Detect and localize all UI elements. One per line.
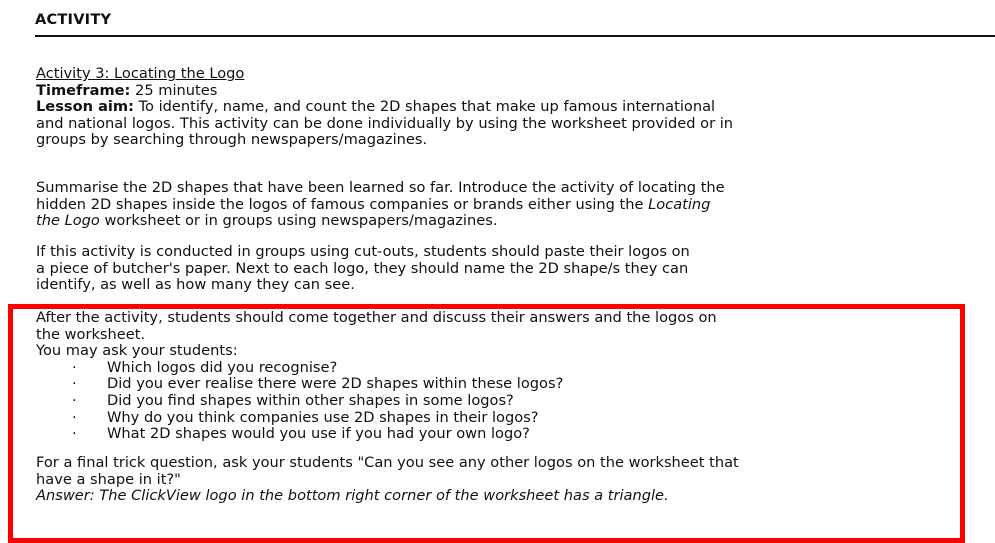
bullet-icon: · [72,375,77,393]
trick-question [36,455,966,505]
lesson-aim-line-2: and national logos. This activity can be done individually by using the worksheet provided or in [36,114,734,132]
timeframe-line [36,83,966,100]
discussion-section [36,310,966,443]
timeframe-value: 25 minutes [130,81,218,99]
lesson-aim-label: Lesson aim: [36,98,134,116]
list-item [36,426,966,443]
lesson-aim-line-1 [36,99,966,116]
worksheet-title-part-1: Locating [648,195,711,213]
heading-divider [35,35,995,37]
lesson-aim-line-3: groups by searching through newspapers/magazines. [36,131,428,149]
groups-line-2: a piece of butcher's paper. Next to each logo, they should name the 2D shape/s they can [36,259,689,277]
summary-line-3 [36,213,966,230]
question-text: Why do you think companies use 2D shapes in their logos? [107,408,539,426]
worksheet-title-part-2: the Logo [36,212,100,230]
summary-line-3-text: worksheet or in groups using newspapers/magazines. [99,212,498,230]
question-text: Which logos did you recognise? [107,358,338,376]
section-heading: ACTIVITY [35,11,112,28]
lesson-aim-text-1: To identify, name, and count the 2D shapes that make up famous international [133,98,716,116]
question-text: Did you ever realise there were 2D shapes within these logos? [107,375,564,393]
bullet-icon: · [72,408,77,426]
answer-text: Answer: The ClickView logo in the bottom right corner of the worksheet has a triangle. [36,487,669,505]
question-list [36,360,966,443]
bullet-icon: · [72,425,77,443]
groups-paragraph [36,244,966,294]
bullet-icon: · [72,391,77,409]
summary-line-2-text: hidden 2D shapes inside the logos of famous companies or brands either using the [36,195,649,213]
bullet-icon: · [72,358,77,376]
list-item [36,410,966,427]
list-item [36,393,966,410]
trick-question-line-1: For a final trick question, ask your students "Can you see any other logos on the worksheet that [36,454,739,471]
summary-paragraph [36,180,966,230]
summary-line-2 [36,197,966,214]
question-text: Did you find shapes within other shapes in some logos? [107,391,514,409]
discussion-line-2: the worksheet. [36,325,146,343]
activity-details [36,66,966,149]
groups-line-1: If this activity is conducted in groups using cut-outs, students should paste their logos on [36,243,690,260]
groups-line-3: identify, as well as how many they can see. [36,276,355,294]
trick-question-line-2: have a shape in it?" [36,470,181,488]
discussion-line-1: After the activity, students should come together and discuss their answers and the logos on [36,309,717,326]
list-item [36,376,966,393]
summary-line-1: Summarise the 2D shapes that have been learned so far. Introduce the activity of locating the [36,179,725,196]
questions-intro: You may ask your students: [36,342,238,360]
question-text: What 2D shapes would you use if you had your own logo? [107,425,530,443]
activity-title: Activity 3: Locating the Logo [36,65,245,82]
list-item [36,360,966,377]
timeframe-label: Timeframe: [36,81,131,99]
